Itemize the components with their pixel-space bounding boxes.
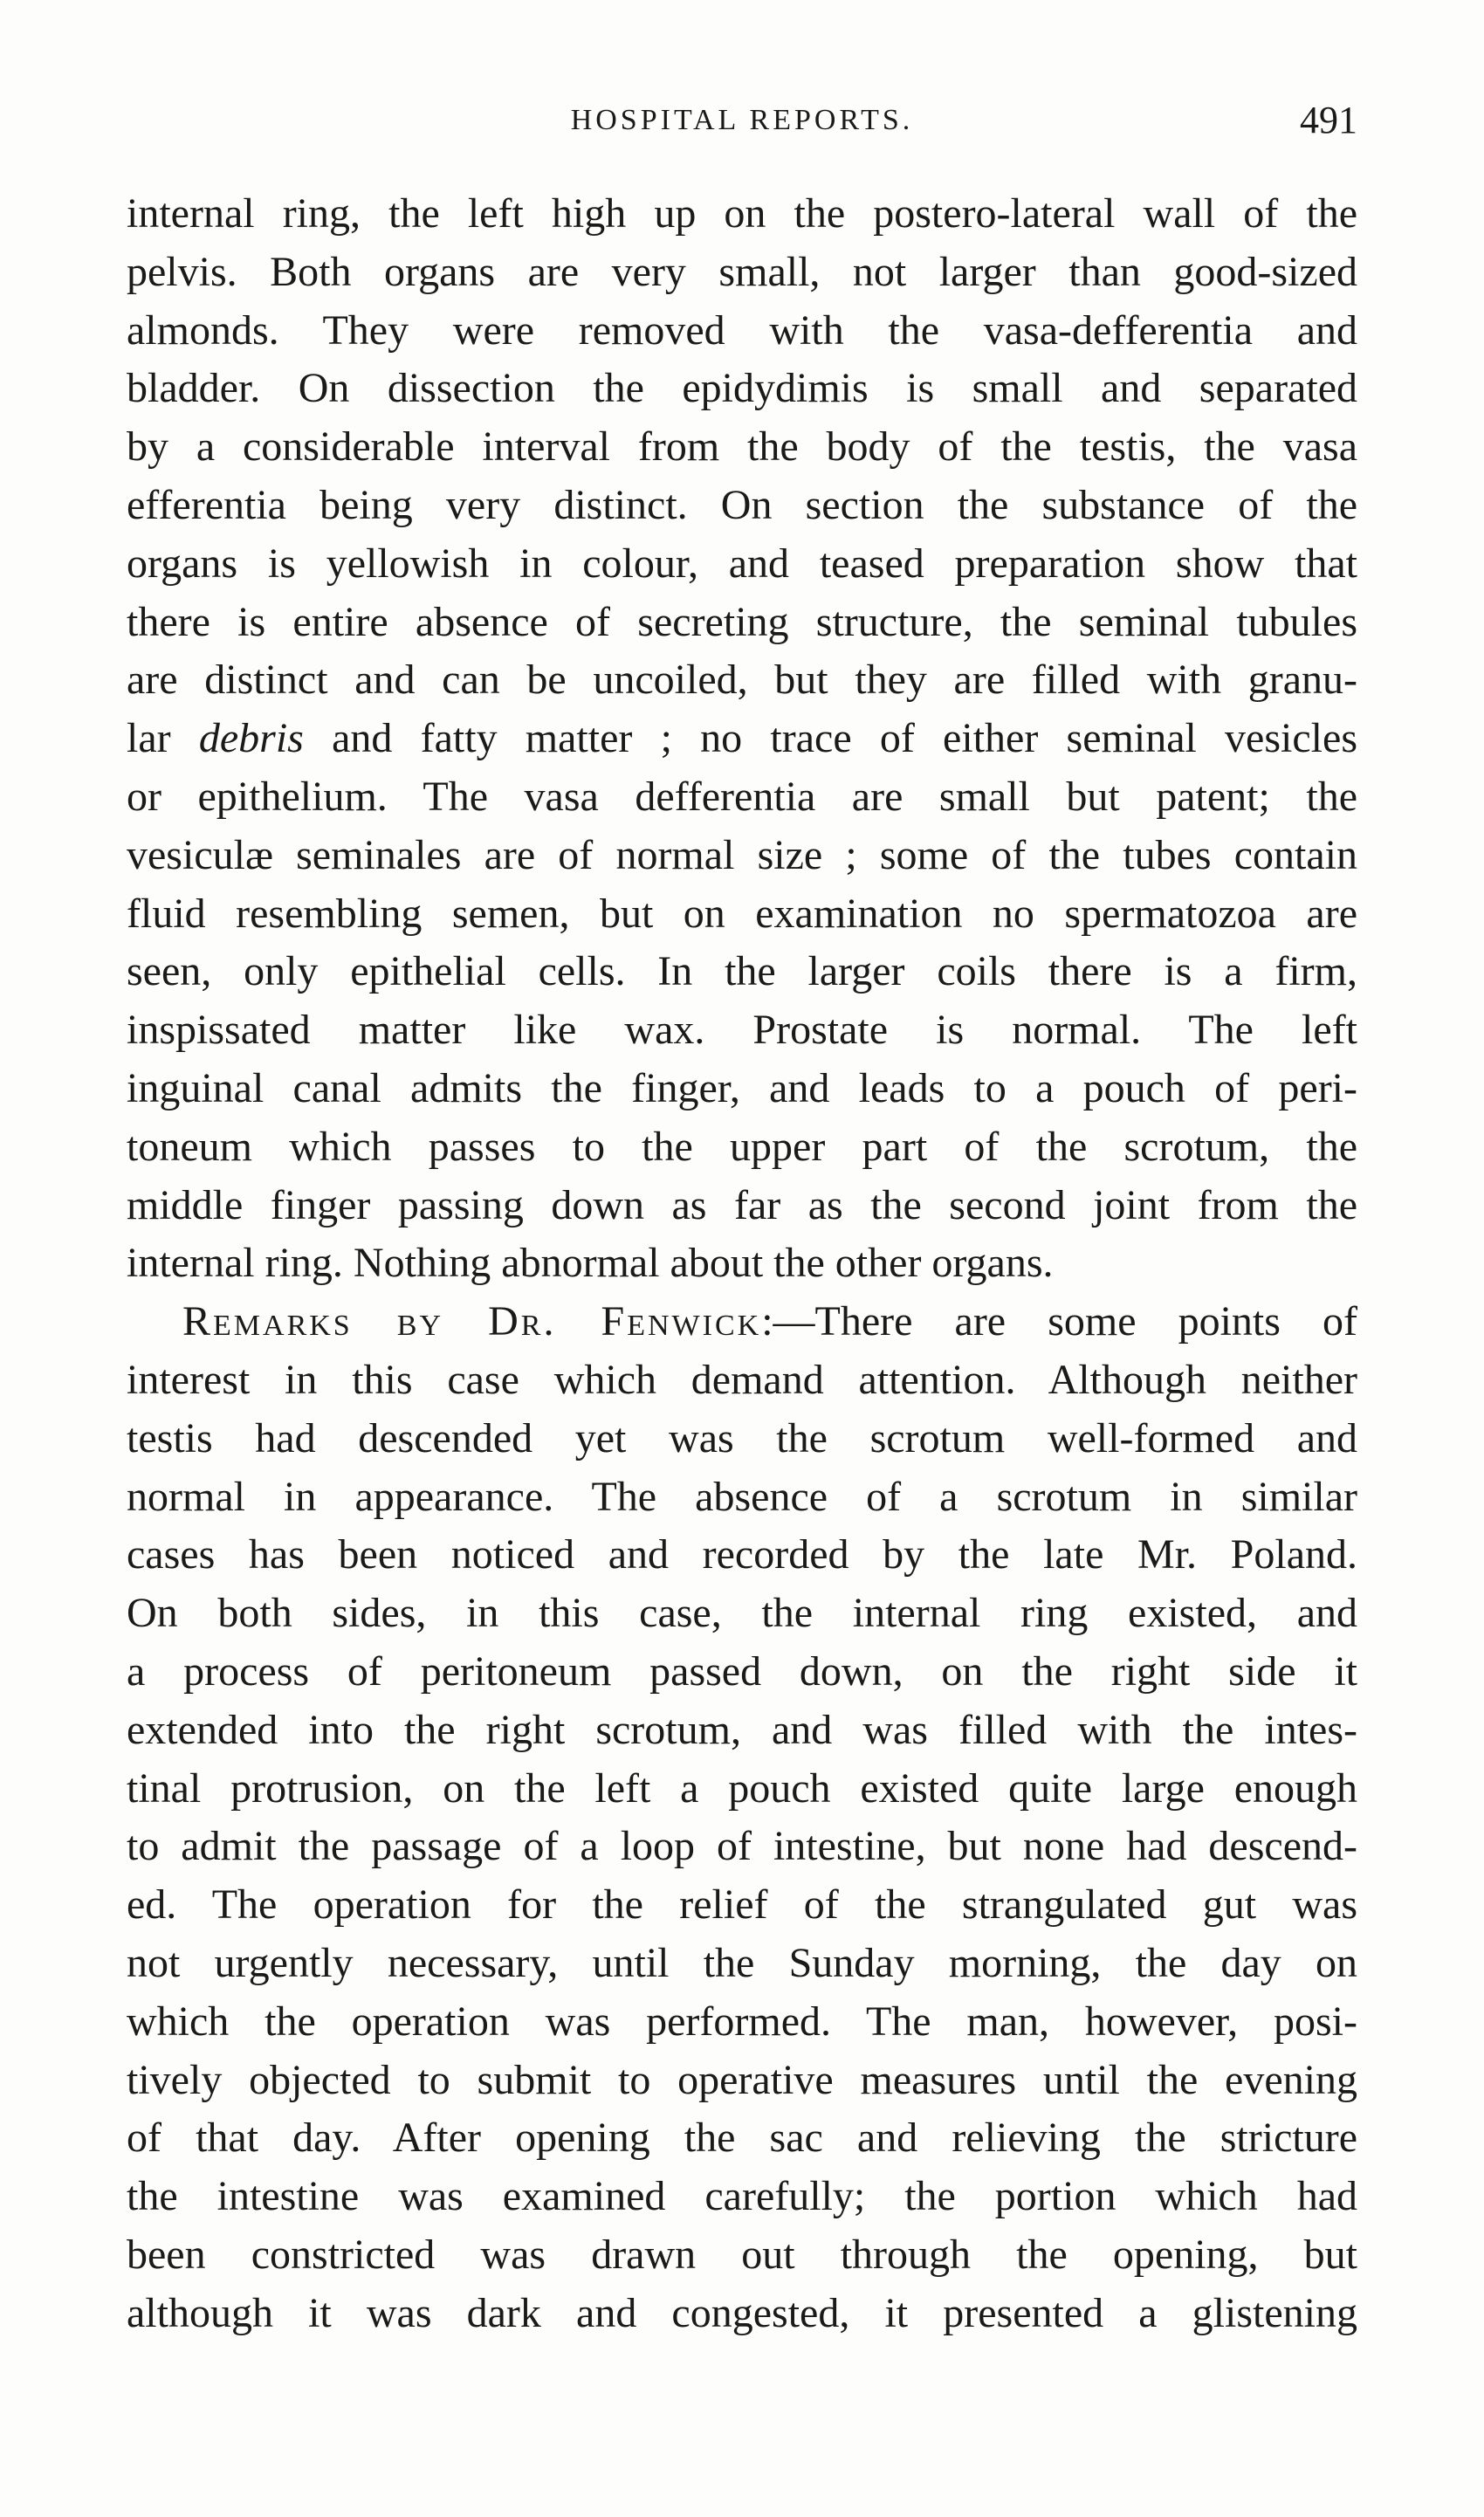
text-line: to admit the passage of a loop of intestine, but none had descend- (127, 1823, 1357, 1870)
running-title: HOSPITAL REPORTS. (570, 104, 914, 136)
text-line: which the operation was performed. The man, however, posi- (127, 1998, 1357, 2045)
text-line: bladder. On dissection the epidydimis is small and separated (127, 365, 1357, 412)
text-line: although it was dark and congested, it presented a glistening (127, 2289, 1357, 2336)
remarks-heading: Remarks by Dr. Fenwick (182, 1298, 762, 1345)
text-line: not urgently necessary, until the Sunday morning, the day on (127, 1939, 1357, 1986)
italic-term: debris (198, 715, 304, 762)
text-line: internal ring, the left high up on the postero-lateral wall of the (127, 190, 1357, 237)
text-line: inspissated matter like wax. Prostate is normal. The left (127, 1007, 1357, 1054)
text-segment: and fatty matter ; no trace of either seminal vesicles (303, 715, 1357, 762)
text-line: ed. The operation for the relief of the strangulated gut was (127, 1881, 1357, 1929)
text-line: been constricted was drawn out through the opening, but (127, 2231, 1357, 2278)
body-text (127, 185, 1357, 2342)
text-line: fluid resembling semen, but on examination no spermatozoa are (127, 890, 1357, 937)
text-line: tinal protrusion, on the left a pouch existed quite large enough (127, 1764, 1357, 1812)
text-line: extended into the right scrotum, and was filled with the intes- (127, 1706, 1357, 1753)
text-line: the intestine was examined carefully; the portion which had (127, 2173, 1357, 2220)
text-segment: :—There are some points of (761, 1298, 1357, 1345)
text-line: by a considerable interval from the body of the testis, the vasa (127, 423, 1357, 471)
text-line: a process of peritoneum passed down, on the right side it (127, 1647, 1357, 1695)
text-line: or epithelium. The vasa defferentia are small but patent; the (127, 773, 1357, 820)
text-line: almonds. They were removed with the vasa-defferentia and (127, 306, 1357, 354)
running-head (127, 94, 1357, 147)
text-line: vesiculæ seminales are of normal size ; some of the tubes contain (127, 831, 1357, 878)
text-line (127, 1293, 1357, 1351)
text-line: normal in appearance. The absence of a scrotum in similar (127, 1473, 1357, 1520)
text-line: there is entire absence of secreting structure, the seminal tubules (127, 598, 1357, 645)
text-line (127, 710, 1357, 768)
text-line: pelvis. Both organs are very small, not larger than good-sized (127, 248, 1357, 295)
text-segment: lar (127, 715, 199, 762)
text-line: inguinal canal admits the finger, and leads to a pouch of peri- (127, 1064, 1357, 1111)
text-line: tively objected to submit to operative measures until the evening (127, 2056, 1357, 2103)
text-line: cases has been noticed and recorded by the late Mr. Poland. (127, 1531, 1357, 1578)
text-line: of that day. After opening the sac and relieving the stricture (127, 2115, 1357, 2162)
text-line: middle finger passing down as far as the second joint from the (127, 1181, 1357, 1228)
text-line: efferentia being very distinct. On section the substance of the (127, 481, 1357, 528)
text-line: organs is yellowish in colour, and teased preparation show that (127, 540, 1357, 587)
text-line: seen, only epithelial cells. In the larger coils there is a firm, (127, 948, 1357, 995)
text-line: interest in this case which demand attention. Although neither (127, 1356, 1357, 1403)
text-line: testis had descended yet was the scrotum well-formed and (127, 1414, 1357, 1461)
text-line: On both sides, in this case, the internal ring existed, and (127, 1590, 1357, 1637)
text-line: are distinct and can be uncoiled, but they are filled with granu- (127, 657, 1357, 704)
page-number: 491 (1300, 99, 1357, 141)
text-line: internal ring. Nothing abnormal about the other organs. (127, 1240, 1054, 1287)
text-line: toneum which passes to the upper part of the scrotum, the (127, 1123, 1357, 1170)
